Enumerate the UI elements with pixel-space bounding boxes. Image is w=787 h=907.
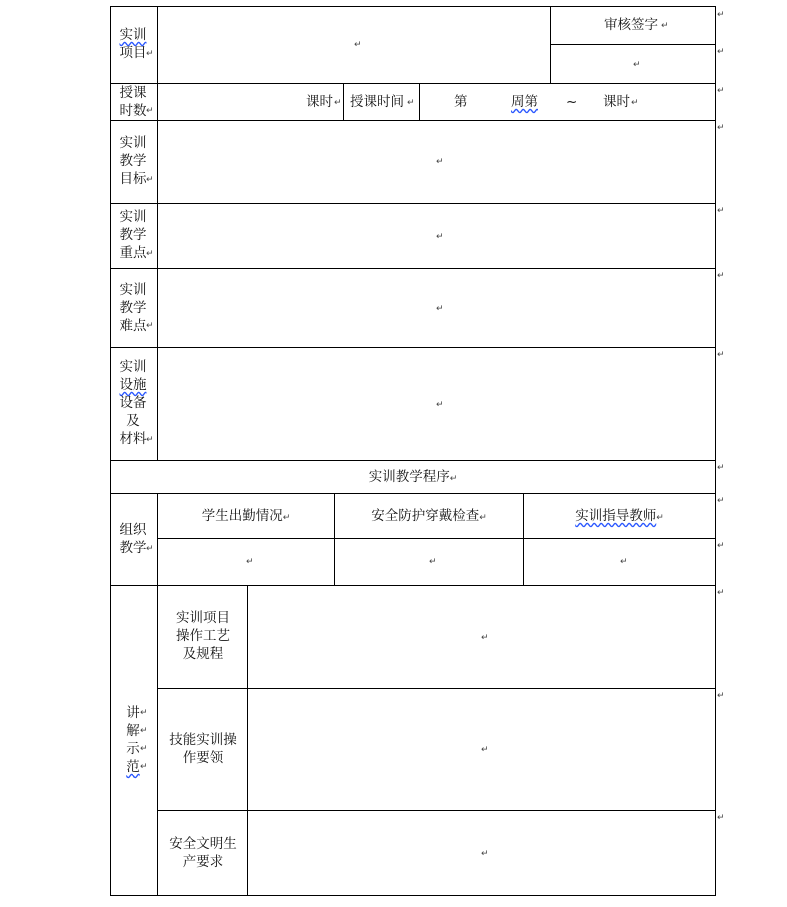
return-mark: ↵ [449,474,458,484]
return-mark: ↵ [717,463,725,473]
safety-requirements-label: 安全文明生 产要求 [169,836,237,870]
return-mark: ↵ [656,513,664,523]
return-mark: ↵ [146,106,154,116]
skill-essentials-label: 技能实训操 作要领 [169,732,237,766]
hours-label: 授课 时数 [119,85,147,119]
week-prefix-label: 第 [454,94,468,110]
instructor-header: 实训指导教师↵ [575,508,664,524]
hours-field[interactable] [158,84,298,119]
return-mark: ↵ [717,496,725,506]
project-label: 实训 项目 [119,27,147,61]
attendance-header: 学生出勤情况↵ [201,508,291,524]
procedure-title: 实训教学程序↵ [368,469,458,485]
return-mark: ↵ [481,633,489,643]
return-mark: ↵ [436,157,444,167]
return-mark: ↵ [140,762,148,772]
return-mark: ↵ [633,60,641,70]
tilde-label: ~ [566,94,578,110]
return-mark: ↵ [246,557,254,567]
return-mark: ↵ [717,588,725,598]
row-divider [110,460,716,461]
safety-check-header: 安全防护穿戴检查↵ [371,508,487,524]
teaching-time-label: 授课时间 [350,94,404,110]
key-points-label: 实训 教学 重点 [119,209,147,261]
return-mark: ↵ [481,849,489,859]
return-mark: ↵ [282,513,291,523]
objectives-label: 实训 教学 目标 [119,135,147,187]
return-mark: ↵ [717,813,725,823]
difficulties-label: 实训 教学 难点 [119,282,147,334]
hours-divider [419,83,420,120]
return-mark: ↵ [146,249,154,259]
week-suffix-label: 周第 [511,94,538,110]
return-mark: ↵ [717,691,725,701]
return-mark: ↵ [436,400,444,410]
return-mark: ↵ [620,557,628,567]
return-mark: ↵ [334,98,342,108]
return-mark: ↵ [436,232,444,242]
return-mark: ↵ [717,271,725,281]
return-mark: ↵ [479,513,487,523]
return-mark: ↵ [717,47,725,57]
organize-label: 组织 教学 [119,522,147,556]
return-mark: ↵ [717,206,725,216]
period-suffix-label: 课时 [603,94,630,110]
return-mark: ↵ [146,321,154,331]
process-rules-label: 实训项目 操作工艺 及规程 [176,610,230,662]
demonstration-label: 讲 解 示 范 [126,705,140,775]
return-mark: ↵ [717,86,725,96]
hours-unit-label: 课时 [306,94,333,110]
return-mark: ↵ [140,744,148,754]
row-divider [110,493,716,494]
return-mark: ↵ [631,98,639,108]
return-mark: ↵ [146,435,154,445]
return-mark: ↵ [717,10,725,20]
return-mark: ↵ [140,726,148,736]
return-mark: ↵ [146,49,154,59]
return-mark: ↵ [140,708,148,718]
return-mark: ↵ [354,40,362,50]
return-mark: ↵ [407,98,415,108]
return-mark: ↵ [661,21,669,31]
return-mark: ↵ [717,541,725,551]
hours-divider [343,83,344,120]
return-mark: ↵ [146,544,154,554]
return-mark: ↵ [717,123,725,133]
return-mark: ↵ [146,175,154,185]
return-mark: ↵ [429,557,437,567]
facilities-label: 实训 设施 设备 及 材料 [119,359,147,447]
return-mark: ↵ [717,350,725,360]
return-mark: ↵ [436,304,444,314]
review-signature-label: 审核签字 [604,17,658,33]
return-mark: ↵ [481,745,489,755]
